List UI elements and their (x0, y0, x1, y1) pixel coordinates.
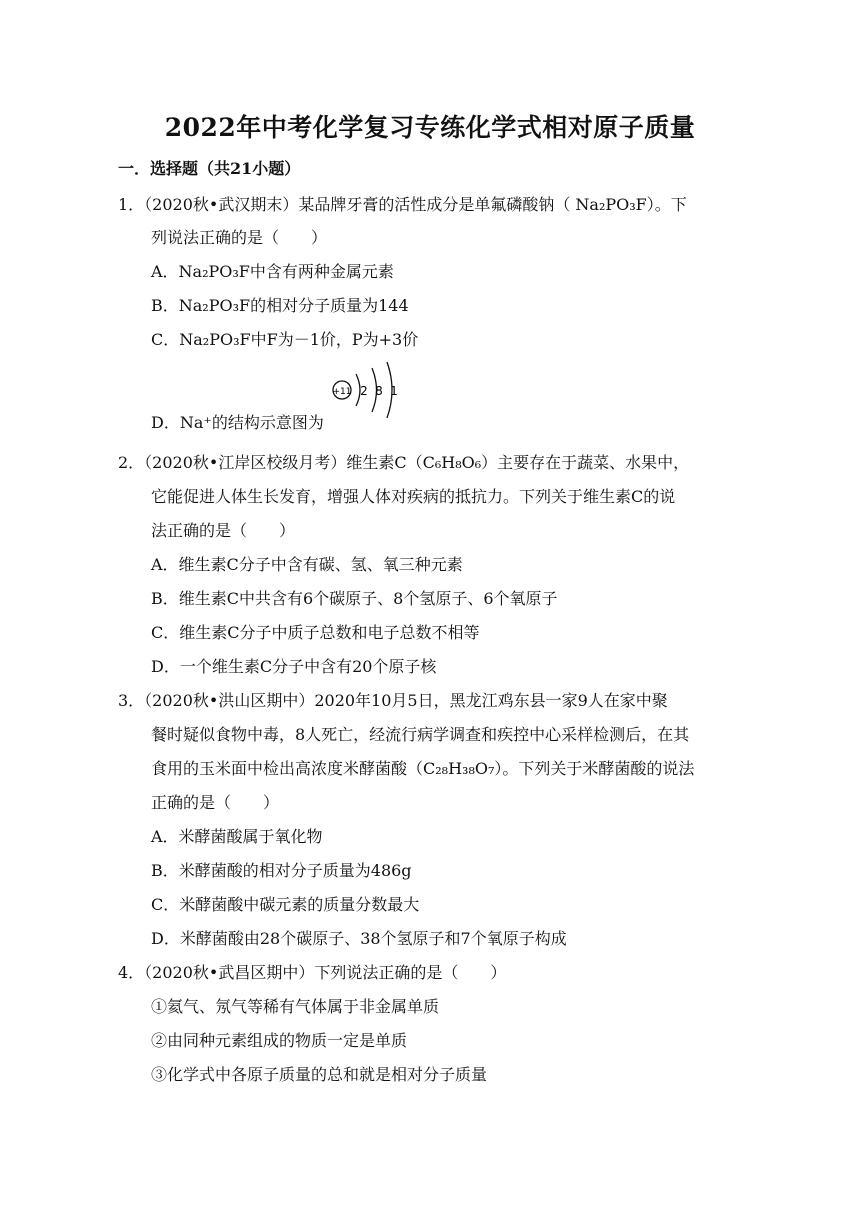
question-3-stem-cont: 餐时疑似食物中毒，8人死亡，经流行病学调查和疾控中心采样检测后，在其 (151, 725, 690, 744)
question-1-stem: 1．（2020秋•武汉期末）某品牌牙膏的活性成分是单氟磷酸钠（ Na₂PO₃F）。下 (118, 195, 687, 214)
sodium-ion-structure-diagram (330, 358, 402, 418)
question-4-statement-1: ①氦气、氖气等稀有气体属于非金属单质 (151, 997, 440, 1016)
section-heading: 一．选择题（共21小题） (118, 159, 301, 178)
question-3-stem-cont-2: 食用的玉米面中检出高浓度米酵菌酸（C₂₈H₃₈O₇）。下列关于米酵菌酸的说法 (151, 759, 695, 778)
page-title: 2022年中考化学复习专练化学式相对原子质量 (164, 113, 696, 142)
question-3-option-d: D．米酵菌酸由28个碳原子、38个氢原子和7个氧原子构成 (151, 929, 567, 948)
question-4-stem: 4．（2020秋•武昌区期中）下列说法正确的是（ ） (118, 963, 507, 982)
question-1-stem-cont: 列说法正确的是（ ） (151, 228, 328, 247)
question-1-option-b: B．Na₂PO₃F的相对分子质量为144 (151, 296, 409, 315)
question-2-option-c: C．维生素C分子中质子总数和电子总数不相等 (151, 623, 480, 642)
question-1-option-d: D．Na⁺的结构示意图为 (151, 413, 324, 432)
question-2-option-b: B．维生素C中共含有6个碳原子、8个氢原子、6个氧原子 (151, 589, 558, 608)
question-1-option-a: A．Na₂PO₃F中含有两种金属元素 (151, 262, 394, 281)
shell-3-count: 1 (390, 384, 398, 398)
question-3-option-a: A．米酵菌酸属于氧化物 (151, 827, 323, 846)
question-2-stem-cont-2: 法正确的是（ ） (151, 521, 296, 540)
shell-1-count: 2 (360, 384, 368, 398)
question-4-statement-2: ②由同种元素组成的物质一定是单质 (151, 1031, 408, 1050)
question-1-option-c: C．Na₂PO₃F中F为－1价，P为+3价 (151, 330, 419, 349)
nucleus-label: +11 (332, 387, 352, 397)
question-2-option-d: D．一个维生素C分子中含有20个原子核 (151, 657, 437, 676)
question-2-stem: 2．（2020秋•江岸区校级月考）维生素C（C₆H₈O₆）主要存在于蔬菜、水果中， (118, 453, 690, 472)
question-3-stem-cont-3: 正确的是（ ） (151, 793, 280, 812)
question-4-statement-3: ③化学式中各原子质量的总和就是相对分子质量 (151, 1065, 488, 1084)
question-2-option-a: A．维生素C分子中含有碳、氢、氧三种元素 (151, 555, 463, 574)
shell-2-count: 8 (375, 384, 383, 398)
question-2-stem-cont: 它能促进人体生长发育，增强人体对疾病的抵抗力。下列关于维生素C的说 (151, 487, 676, 506)
question-3-stem: 3．（2020秋•洪山区期中）2020年10月5日，黑龙江鸡东县一家9人在家中聚 (118, 691, 668, 710)
question-3-option-c: C．米酵菌酸中碳元素的质量分数最大 (151, 895, 420, 914)
question-3-option-b: B．米酵菌酸的相对分子质量为486g (151, 861, 412, 880)
